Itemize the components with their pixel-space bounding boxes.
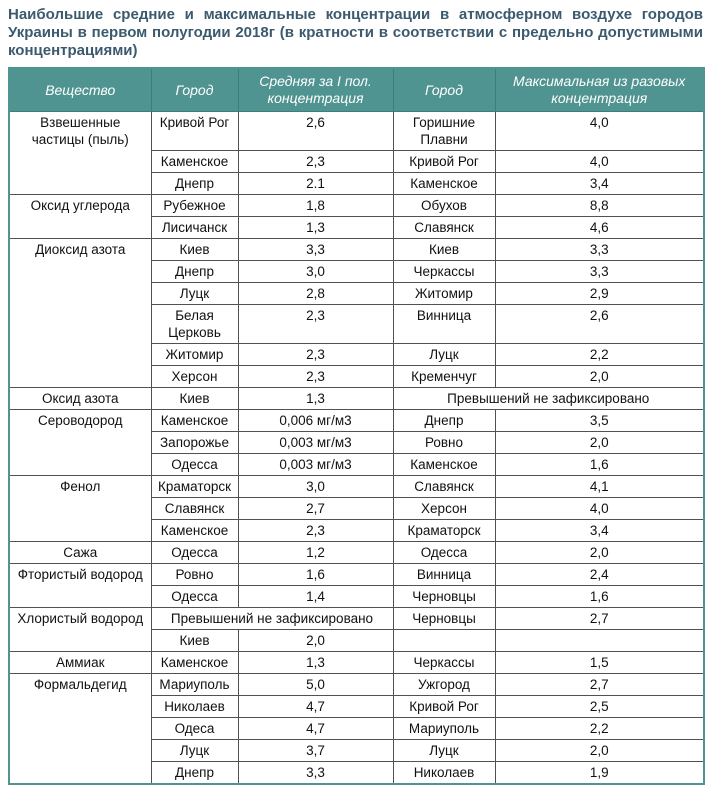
value-cell: 2,6 bbox=[238, 112, 393, 151]
city-cell: Луцк bbox=[393, 344, 495, 366]
city-cell: Каменское bbox=[151, 410, 238, 432]
city-cell: Житомир bbox=[393, 283, 495, 305]
city-cell: Краматорск bbox=[151, 476, 238, 498]
table-row bbox=[9, 652, 704, 674]
value-cell: 0,003 мг/м3 bbox=[238, 432, 393, 454]
city-cell: Кременчуг bbox=[393, 366, 495, 388]
max-city-column-header: Город bbox=[393, 68, 495, 112]
value-cell: 8,8 bbox=[495, 195, 704, 217]
city-cell: Черновцы bbox=[393, 586, 495, 608]
city-cell: Днепр bbox=[151, 762, 238, 785]
value-cell: 3,3 bbox=[238, 762, 393, 785]
value-cell: 1,3 bbox=[238, 388, 393, 410]
city-cell: Краматорск bbox=[393, 520, 495, 542]
city-cell: Кривой Рог bbox=[151, 112, 238, 151]
value-cell: 2,5 bbox=[495, 696, 704, 718]
value-cell: 2,9 bbox=[495, 283, 704, 305]
avg-concentration-column-header: Средняя за I пол. концентрация bbox=[238, 68, 393, 112]
city-cell: Днепр bbox=[151, 173, 238, 195]
value-cell: 4,6 bbox=[495, 217, 704, 239]
table-row bbox=[9, 195, 704, 217]
value-cell: 2,7 bbox=[495, 674, 704, 696]
value-cell: 2,4 bbox=[495, 564, 704, 586]
value-cell: 3,3 bbox=[495, 239, 704, 261]
city-cell: Киев bbox=[151, 388, 238, 410]
value-cell: 2,0 bbox=[495, 366, 704, 388]
substance-cell: Фенол bbox=[9, 476, 151, 542]
value-cell: 4,0 bbox=[495, 112, 704, 151]
city-cell: Черкассы bbox=[393, 261, 495, 283]
value-cell: 3,3 bbox=[238, 239, 393, 261]
value-cell: 2,2 bbox=[495, 344, 704, 366]
city-cell: Запорожье bbox=[151, 432, 238, 454]
table-row bbox=[9, 608, 704, 630]
value-cell: 0,006 мг/м3 bbox=[238, 410, 393, 432]
value-cell: 1,3 bbox=[238, 652, 393, 674]
city-cell: Славянск bbox=[151, 498, 238, 520]
city-cell: Славянск bbox=[393, 476, 495, 498]
value-cell: 2,8 bbox=[238, 283, 393, 305]
value-cell: 1,6 bbox=[238, 564, 393, 586]
substance-cell: Сероводород bbox=[9, 410, 151, 476]
note-cell: Превышений не зафиксировано bbox=[151, 608, 393, 630]
city-cell: Житомир bbox=[151, 344, 238, 366]
city-cell: Одесса bbox=[393, 542, 495, 564]
substance-cell: Фтористый водород bbox=[9, 564, 151, 608]
table-row bbox=[9, 388, 704, 410]
value-cell: 5,0 bbox=[238, 674, 393, 696]
substance-cell: Формальдегид bbox=[9, 674, 151, 785]
city-cell: Луцк bbox=[393, 740, 495, 762]
city-cell: Ровно bbox=[393, 432, 495, 454]
value-cell: 2,2 bbox=[495, 718, 704, 740]
city-cell: Рубежное bbox=[151, 195, 238, 217]
value-cell: 2,0 bbox=[495, 542, 704, 564]
city-cell: Одесса bbox=[151, 542, 238, 564]
table-row bbox=[9, 112, 704, 151]
empty-cell bbox=[393, 630, 495, 652]
city-cell: Каменское bbox=[393, 454, 495, 476]
value-cell: 1,6 bbox=[495, 586, 704, 608]
city-cell: Луцк bbox=[151, 283, 238, 305]
city-cell: Черкассы bbox=[393, 652, 495, 674]
value-cell: 2,3 bbox=[238, 344, 393, 366]
value-cell: 1,4 bbox=[238, 586, 393, 608]
city-cell: Кривой Рог bbox=[393, 151, 495, 173]
city-cell: Каменское bbox=[393, 173, 495, 195]
avg-city-column-header: Город bbox=[151, 68, 238, 112]
city-cell: Одесса bbox=[151, 454, 238, 476]
page-title: Наибольшие средние и максимальные концентрации в атмосферном воздухе городов Украины в первом полугодии 2018г (в кратности в соответствии с предельно допустимыми концентрациями) bbox=[8, 6, 703, 59]
value-cell: 0,003 мг/м3 bbox=[238, 454, 393, 476]
value-cell: 2,0 bbox=[238, 630, 393, 652]
value-cell: 1,2 bbox=[238, 542, 393, 564]
header-row bbox=[9, 68, 704, 112]
value-cell: 1,8 bbox=[238, 195, 393, 217]
table-row bbox=[9, 674, 704, 696]
city-cell: Каменское bbox=[151, 652, 238, 674]
city-cell: Днепр bbox=[393, 410, 495, 432]
city-cell: Славянск bbox=[393, 217, 495, 239]
city-cell: Херсон bbox=[151, 366, 238, 388]
table-row bbox=[9, 542, 704, 564]
value-cell: 4,0 bbox=[495, 151, 704, 173]
value-cell: 2,3 bbox=[238, 520, 393, 542]
substance-cell: Сажа bbox=[9, 542, 151, 564]
city-cell: Одесса bbox=[151, 586, 238, 608]
city-cell: Мариуполь bbox=[151, 674, 238, 696]
table-body bbox=[9, 112, 704, 785]
value-cell: 3,4 bbox=[495, 520, 704, 542]
value-cell: 3,4 bbox=[495, 173, 704, 195]
table-row bbox=[9, 239, 704, 261]
city-cell: Киев bbox=[393, 239, 495, 261]
city-cell: Каменское bbox=[151, 151, 238, 173]
value-cell: 3,3 bbox=[495, 261, 704, 283]
value-cell: 2,3 bbox=[238, 366, 393, 388]
value-cell: 4,1 bbox=[495, 476, 704, 498]
substance-cell: Диоксид азота bbox=[9, 239, 151, 388]
value-cell: 2,0 bbox=[495, 432, 704, 454]
note-cell: Превышений не зафиксировано bbox=[393, 388, 704, 410]
value-cell: 4,7 bbox=[238, 718, 393, 740]
value-cell: 1,6 bbox=[495, 454, 704, 476]
max-concentration-column-header: Максимальная из разовых концентрация bbox=[495, 68, 704, 112]
city-cell: Ужгород bbox=[393, 674, 495, 696]
value-cell: 4,0 bbox=[495, 498, 704, 520]
city-cell: Каменское bbox=[151, 520, 238, 542]
city-cell: Николаев bbox=[151, 696, 238, 718]
city-cell: Черновцы bbox=[393, 608, 495, 630]
substance-cell: Взвешенные частицы (пыль) bbox=[9, 112, 151, 195]
table-row bbox=[9, 410, 704, 432]
value-cell: 2,7 bbox=[495, 608, 704, 630]
city-cell: Херсон bbox=[393, 498, 495, 520]
value-cell: 3,0 bbox=[238, 476, 393, 498]
city-cell: Горишние Плавни bbox=[393, 112, 495, 151]
city-cell: Белая Церковь bbox=[151, 305, 238, 344]
city-cell: Винница bbox=[393, 305, 495, 344]
city-cell: Днепр bbox=[151, 261, 238, 283]
city-cell: Лисичанск bbox=[151, 217, 238, 239]
empty-cell bbox=[495, 630, 704, 652]
value-cell: 2,6 bbox=[495, 305, 704, 344]
city-cell: Кривой Рог bbox=[393, 696, 495, 718]
substance-cell: Аммиак bbox=[9, 652, 151, 674]
concentration-table bbox=[8, 67, 705, 785]
city-cell: Обухов bbox=[393, 195, 495, 217]
city-cell: Николаев bbox=[393, 762, 495, 785]
value-cell: 4,7 bbox=[238, 696, 393, 718]
value-cell: 2,7 bbox=[238, 498, 393, 520]
value-cell: 1,5 bbox=[495, 652, 704, 674]
substance-cell: Оксид углерода bbox=[9, 195, 151, 239]
city-cell: Мариуполь bbox=[393, 718, 495, 740]
city-cell: Ровно bbox=[151, 564, 238, 586]
value-cell: 3,7 bbox=[238, 740, 393, 762]
city-cell: Киев bbox=[151, 239, 238, 261]
substance-cell: Оксид азота bbox=[9, 388, 151, 410]
substance-cell: Хлористый водород bbox=[9, 608, 151, 652]
value-cell: 2,3 bbox=[238, 151, 393, 173]
value-cell: 1,9 bbox=[495, 762, 704, 785]
table-header bbox=[9, 68, 704, 112]
value-cell: 2,3 bbox=[238, 305, 393, 344]
city-cell: Одеса bbox=[151, 718, 238, 740]
value-cell: 3,0 bbox=[238, 261, 393, 283]
value-cell: 1,3 bbox=[238, 217, 393, 239]
substance-column-header: Вещество bbox=[9, 68, 151, 112]
value-cell: 2,0 bbox=[495, 740, 704, 762]
city-cell: Винница bbox=[393, 564, 495, 586]
city-cell: Луцк bbox=[151, 740, 238, 762]
table-row bbox=[9, 476, 704, 498]
value-cell: 2.1 bbox=[238, 173, 393, 195]
table-row bbox=[9, 564, 704, 586]
value-cell: 3,5 bbox=[495, 410, 704, 432]
city-cell: Киев bbox=[151, 630, 238, 652]
